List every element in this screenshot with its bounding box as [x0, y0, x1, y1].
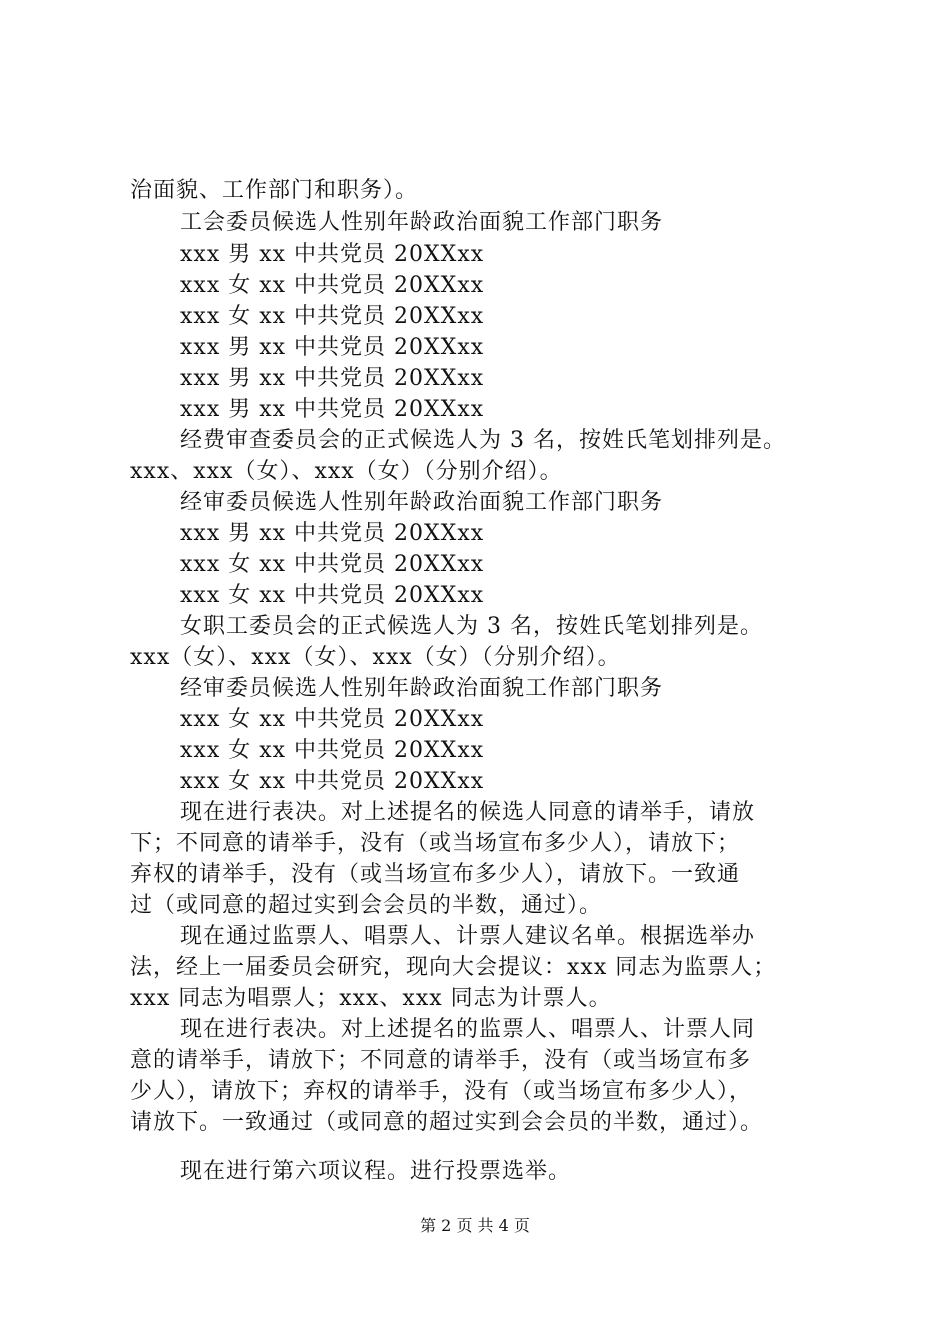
- body-text-line: xxx 男 xx 中共党员 20XXxx: [180, 397, 485, 422]
- body-text-line: 工会委员候选人性别年龄政治面貌工作部门职务: [180, 210, 664, 235]
- body-text-line: xxx、xxx（女）、xxx（女）（分别介绍）。: [130, 459, 563, 484]
- body-text-line: 治面貌、工作部门和职务）。: [130, 178, 419, 203]
- body-text-line: 弃权的请举手，没有（或当场宣布多少人），请放下。一致通: [130, 862, 741, 887]
- body-text-line: xxx 女 xx 中共党员 20XXxx: [180, 304, 485, 329]
- body-text-line: 下；不同意的请举手，没有（或当场宣布多少人），请放下；: [130, 831, 741, 856]
- body-text-line: xxx 女 xx 中共党员 20XXxx: [180, 738, 485, 763]
- body-text-line: xxx 男 xx 中共党员 20XXxx: [180, 242, 485, 267]
- body-text-line: 现在通过监票人、唱票人、计票人建议名单。根据选举办: [180, 924, 756, 949]
- body-text-line: xxx 男 xx 中共党员 20XXxx: [180, 366, 485, 391]
- page-footer: 第 2 页 共 4 页: [420, 1216, 530, 1235]
- body-text-line: 经费审查委员会的正式候选人为 3 名，按姓氏笔划排列是。: [180, 428, 786, 453]
- body-text-line: 少人），请放下；弃权的请举手，没有（或当场宣布多少人），: [130, 1079, 753, 1104]
- body-text-line: xxx 女 xx 中共党员 20XXxx: [180, 273, 485, 298]
- body-text-line: xxx（女）、xxx（女）、xxx（女）（分别介绍）。: [130, 645, 621, 670]
- body-text-line: 经审委员候选人性别年龄政治面貌工作部门职务: [180, 676, 664, 701]
- body-text-line: 意的请举手，请放下；不同意的请举手，没有（或当场宣布多: [130, 1048, 752, 1073]
- body-text-line: 女职工委员会的正式候选人为 3 名，按姓氏笔划排列是。: [180, 614, 763, 639]
- body-text-line: 现在进行第六项议程。进行投票选举。: [180, 1159, 572, 1184]
- body-text-line: xxx 同志为唱票人；xxx、xxx 同志为计票人。: [130, 986, 612, 1011]
- body-text-line: 经审委员候选人性别年龄政治面貌工作部门职务: [180, 490, 664, 515]
- body-text-line: 过（或同意的超过实到会会员的半数，通过）。: [130, 893, 603, 918]
- body-text-line: 现在进行表决。对上述提名的候选人同意的请举手，请放: [180, 800, 756, 825]
- body-text-line: xxx 女 xx 中共党员 20XXxx: [180, 769, 485, 794]
- body-text-line: 请放下。一致通过（或同意的超过实到会会员的半数，通过）。: [130, 1110, 764, 1135]
- body-text-line: 现在进行表决。对上述提名的监票人、唱票人、计票人同: [180, 1017, 756, 1042]
- body-text-line: 法，经上一届委员会研究，现向大会提议：xxx 同志为监票人；: [130, 955, 777, 980]
- body-text-line: xxx 女 xx 中共党员 20XXxx: [180, 583, 485, 608]
- body-text-line: xxx 女 xx 中共党员 20XXxx: [180, 707, 485, 732]
- body-text-line: xxx 男 xx 中共党员 20XXxx: [180, 521, 485, 546]
- body-text-line: xxx 女 xx 中共党员 20XXxx: [180, 552, 485, 577]
- body-text-line: xxx 男 xx 中共党员 20XXxx: [180, 335, 485, 360]
